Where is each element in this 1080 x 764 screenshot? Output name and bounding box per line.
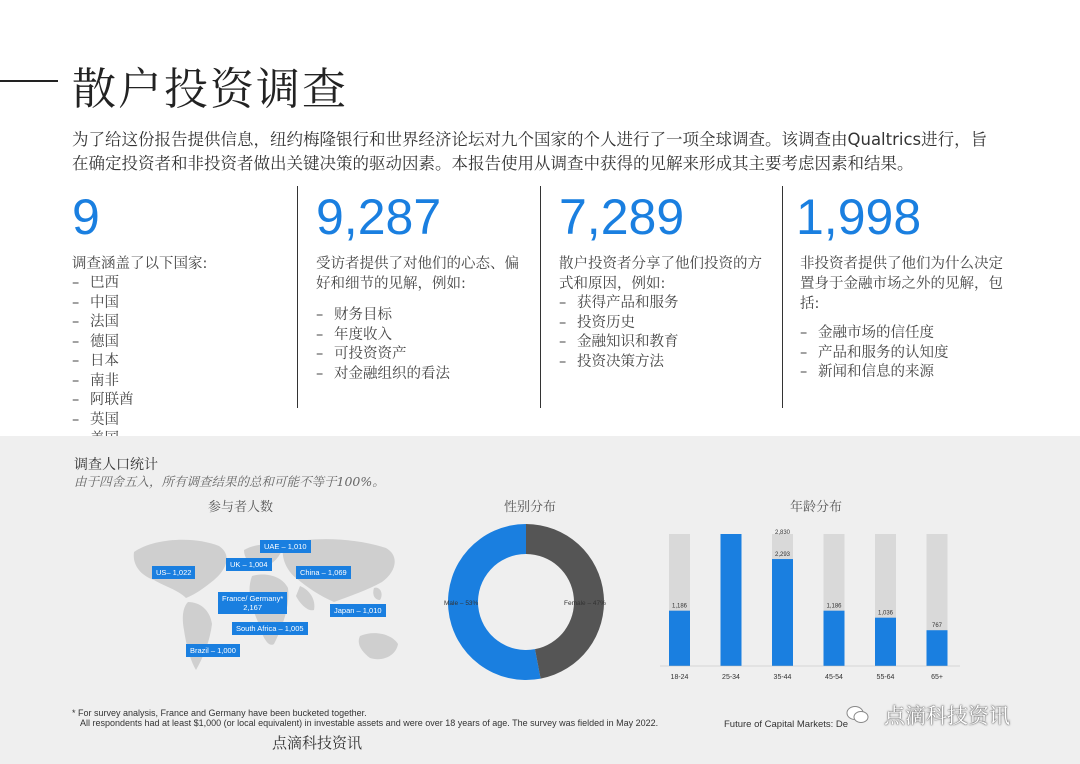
footnote: All respondents had at least $1,000 (or local equivalent) in investable assets and were over 18 years of age. The survey was fielded in May 2022. xyxy=(80,718,659,728)
map-tag-uk: UK – 1,004 xyxy=(226,558,272,571)
brand-text: 点滴科技资讯 xyxy=(272,734,363,752)
age-bar xyxy=(824,611,845,666)
stat-retail-investors xyxy=(559,186,764,372)
stat-list xyxy=(72,274,282,450)
column-divider xyxy=(297,186,298,408)
age-bar-value-label: 767 xyxy=(931,623,943,630)
map-tag-france-germany xyxy=(218,592,287,614)
list-item: – 获得产品和服务 xyxy=(559,294,764,314)
map-tag-japan: Japan – 1,010 xyxy=(330,604,386,617)
list-item: – 日本 xyxy=(72,352,282,372)
stat-list xyxy=(316,306,521,384)
watermark: 点滴科技资讯 xyxy=(884,704,1010,728)
list-item: – 对金融组织的看法 xyxy=(316,365,521,385)
map-label: 参与者人数 xyxy=(208,500,274,515)
stat-number: 1,998 xyxy=(796,189,922,245)
list-item: – 中国 xyxy=(72,294,282,314)
donut-slice-label: Female – 47% xyxy=(564,600,606,607)
source-note: Future of Capital Markets: De xyxy=(724,719,849,730)
stat-description: 非投资者提供了他们为什么决定置身于金融市场之外的见解，包括: xyxy=(800,256,1003,312)
stat-description: 调查涵盖了以下国家: xyxy=(72,256,208,272)
list-item: – 德国 xyxy=(72,333,282,353)
footnote: * For survey analysis, France and Germany have been bucketed together. xyxy=(72,708,367,718)
list-item: – 年度收入 xyxy=(316,326,521,346)
age-category-label: 25-34 xyxy=(722,674,740,681)
stat-number: 7,289 xyxy=(559,189,685,245)
demographics-note: 由于四舍五入，所有调查结果的总和可能不等于100%。 xyxy=(74,474,385,489)
age-bar xyxy=(875,618,896,666)
stat-list xyxy=(559,294,764,372)
gender-label: 性别分布 xyxy=(504,500,557,515)
map-tag-us: US– 1,022 xyxy=(152,566,195,579)
age-bar xyxy=(721,534,742,666)
list-item: – 投资决策方法 xyxy=(559,353,764,373)
stat-countries xyxy=(72,186,282,450)
list-item: – 金融市场的信任度 xyxy=(800,324,1005,344)
age-category-label: 45-54 xyxy=(825,674,843,681)
donut-slice-label: Male – 53% xyxy=(444,600,479,607)
gender-donut-chart xyxy=(430,520,630,690)
wechat-icon xyxy=(846,704,870,726)
map-tag-south-africa: South Africa – 1,005 xyxy=(232,622,308,635)
list-item: – 投资历史 xyxy=(559,314,764,334)
list-item: – 财务目标 xyxy=(316,306,521,326)
list-item: – 南非 xyxy=(72,372,282,392)
column-divider xyxy=(540,186,541,408)
map-tag-line: 2,167 xyxy=(243,603,263,612)
age-category-label: 65+ xyxy=(931,674,943,681)
age-bar xyxy=(669,611,690,666)
age-category-label: 55-64 xyxy=(876,674,895,681)
list-item: – 新闻和信息的来源 xyxy=(800,363,1005,383)
age-bar-top-label: 2,830 xyxy=(774,530,791,536)
demographics-title: 调查人口统计 xyxy=(74,457,158,473)
list-item: – 产品和服务的认知度 xyxy=(800,344,1005,364)
stat-description: 散户投资者分享了他们投资的方式和原因，例如: xyxy=(559,256,762,292)
column-divider xyxy=(782,186,783,408)
map-tag-line: France/ Germany* xyxy=(222,594,284,603)
age-category-label: 35-44 xyxy=(773,674,792,681)
stat-number: 9 xyxy=(72,189,100,245)
intro-paragraph: 为了给这份报告提供信息，纽约梅隆银行和世界经济论坛对九个国家的个人进行了一项全球调查。该调查由Qualtrics进行，旨在确定投资者和非投资者做出关键决策的驱动因素。本报告使用从调查中获得的见解来形成其主要考虑因素和结果。 xyxy=(72,130,988,173)
age-bar xyxy=(772,559,793,666)
map-tag-brazil: Brazil – 1,000 xyxy=(186,644,240,657)
stat-description: 受访者提供了对他们的心态、偏好和细节的见解，例如: xyxy=(316,256,519,292)
list-item: – 英国 xyxy=(72,411,282,431)
stat-respondents xyxy=(316,186,521,384)
age-bar-value-label: 1,036 xyxy=(877,610,894,617)
list-item: – 巴西 xyxy=(72,274,282,294)
page-title: 散户投资调查 xyxy=(72,64,348,115)
age-bar-value-label: 1,186 xyxy=(826,603,842,610)
age-bar-value-label: 1,186 xyxy=(671,603,688,610)
title-rule xyxy=(0,80,58,82)
age-category-label: 18-24 xyxy=(670,674,689,681)
stat-number: 9,287 xyxy=(316,189,442,245)
age-bar-value-label: 2,293 xyxy=(774,552,791,559)
map-tag-china: China – 1,069 xyxy=(296,566,351,579)
list-item: – 可投资资产 xyxy=(316,345,521,365)
list-item: – 金融知识和教育 xyxy=(559,333,764,353)
map-tag-uae: UAE – 1,010 xyxy=(260,540,311,553)
list-item: – 阿联酋 xyxy=(72,391,282,411)
age-label: 年龄分布 xyxy=(790,500,843,515)
age-bar xyxy=(927,630,948,666)
stat-non-investors xyxy=(796,186,1005,383)
demographics-section xyxy=(0,436,1080,764)
stat-list xyxy=(800,324,1005,383)
age-bar-chart xyxy=(660,520,960,690)
list-item: – 法国 xyxy=(72,313,282,333)
